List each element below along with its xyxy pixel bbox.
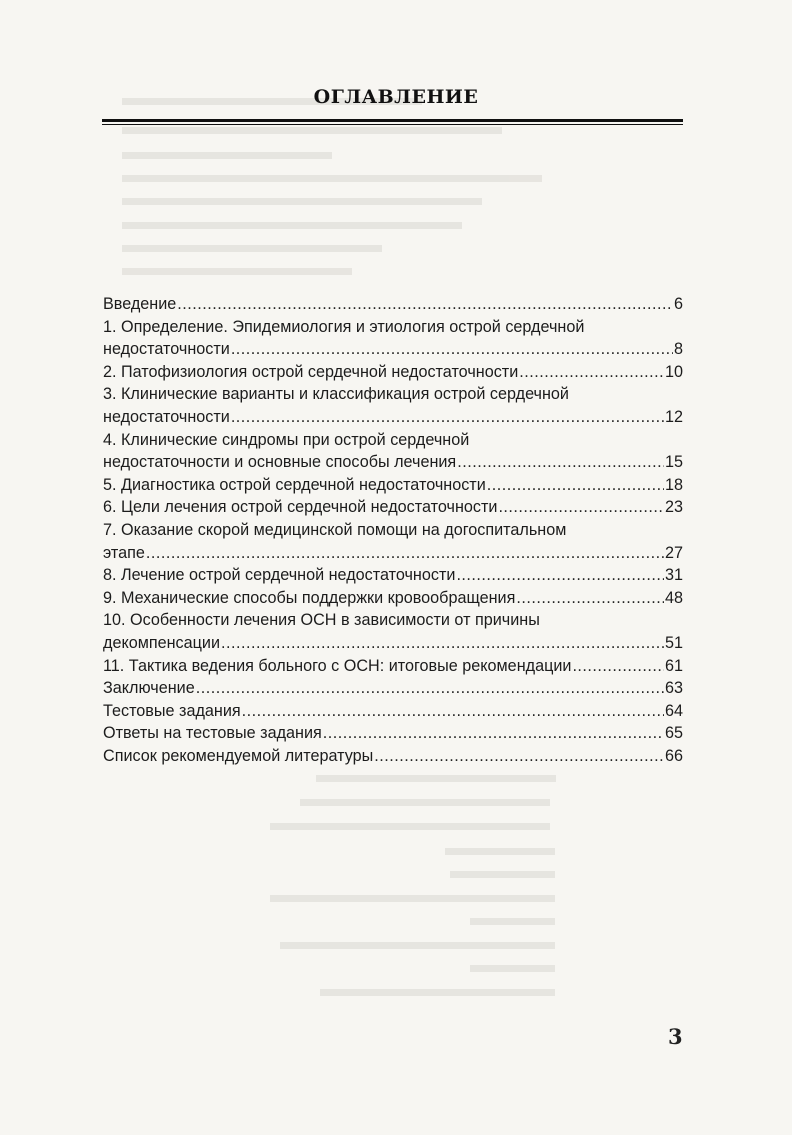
toc-leader-dots [323,722,664,745]
toc-leader-dots [231,338,673,361]
toc-page-number: 65 [664,724,683,743]
toc-entry-line [103,564,683,587]
toc-entry-title: 9. Механические способы поддержки кровообращения [103,588,516,607]
toc-entry-title: недостаточности [103,340,230,359]
toc-leader-dots [231,406,664,429]
toc-page-number: 31 [664,566,683,585]
toc-entry-title: недостаточности и основные способы лечения [103,453,457,472]
toc-entry[interactable] [103,316,683,361]
toc-page-number: 64 [664,701,683,720]
toc-entry-line [103,542,683,565]
toc-entry-line [103,609,683,632]
toc-entry-title: 5. Диагностика острой сердечной недостаточности [103,475,486,494]
toc-entry-title: Тестовые задания [103,701,241,720]
toc-page-number: 48 [664,588,683,607]
toc-page-number: 18 [664,475,683,494]
toc-entry[interactable] [103,383,683,428]
toc-entry-line [103,587,683,610]
toc-leader-dots [177,293,673,316]
toc-entry-title: Список рекомендуемой литературы [103,746,374,765]
toc-entry-line [103,474,683,497]
toc-entry-line [103,632,683,655]
toc-entry-title: 10. Особенности лечения ОСН в зависимости от причины [103,611,540,630]
toc-entry-title: 2. Патофизиология острой сердечной недостаточности [103,362,519,381]
toc-entry-line [103,383,683,406]
toc-entry-title: 6. Цели лечения острой сердечной недостаточности [103,498,498,517]
toc-entry[interactable] [103,609,683,654]
toc-leader-dots [457,451,664,474]
toc-entry-line [103,519,683,542]
toc-entry-title: Введение [103,295,177,313]
toc-entry-title: 11. Тактика ведения больного с ОСН: итоговые рекомендации [103,656,572,675]
toc-entry-line [103,293,683,316]
toc-entry[interactable] [103,293,683,316]
toc-entry[interactable] [103,722,683,745]
toc-leader-dots [519,361,664,384]
toc-entry-line [103,361,683,384]
toc-leader-dots [374,745,664,768]
toc-entry-title: 4. Клинические синдромы при острой сердечной [103,430,470,449]
title-rule-thick [102,119,683,122]
toc-leader-dots [487,474,664,497]
toc-entry-line [103,316,683,339]
toc-entry-title: недостаточности [103,407,230,426]
toc-entry-line [103,745,683,768]
toc-page-number: 12 [664,407,683,426]
toc-entry[interactable] [103,474,683,497]
toc-page-number: 15 [664,453,683,472]
toc-entry[interactable] [103,587,683,610]
toc-entry-line [103,722,683,745]
toc-leader-dots [572,655,664,678]
toc-page-number: 27 [664,543,683,562]
page-title: ОГЛАВЛЕНИЕ [313,86,479,108]
toc-entry-line [103,677,683,700]
toc-entry-title: декомпенсации [103,633,221,652]
toc-leader-dots [456,564,664,587]
toc-entry[interactable] [103,677,683,700]
toc-leader-dots [242,700,664,723]
toc-entry-line [103,451,683,474]
toc-entry[interactable] [103,700,683,723]
toc-entry-line [103,338,683,361]
toc-entry[interactable] [103,655,683,678]
toc-entry-line [103,496,683,519]
toc-entry-title: Ответы на тестовые задания [103,724,322,743]
title-rule-thin [102,124,683,125]
table-of-contents [103,293,683,767]
toc-leader-dots [146,542,664,565]
toc-entry-line [103,406,683,429]
toc-entry[interactable] [103,745,683,768]
toc-entry[interactable] [103,496,683,519]
toc-leader-dots [221,632,664,655]
toc-entry-title: 1. Определение. Эпидемиология и этиология острой сердечной [103,317,585,336]
toc-page-number: 8 [673,340,683,359]
toc-entry-title: этапе [103,543,145,562]
toc-entry[interactable] [103,361,683,384]
toc-entry-line [103,655,683,678]
toc-page-number: 10 [664,362,683,381]
toc-entry[interactable] [103,519,683,564]
toc-page-number: 6 [673,295,683,313]
toc-entry[interactable] [103,564,683,587]
toc-entry-line [103,700,683,723]
toc-page-number: 51 [664,633,683,652]
toc-leader-dots [196,677,664,700]
page-number: 3 [668,1024,683,1049]
toc-entry-title: 3. Клинические варианты и классификация острой сердечной [103,385,569,404]
toc-leader-dots [498,496,664,519]
toc-page-number: 61 [664,656,683,675]
toc-entry-title: Заключение [103,679,195,698]
toc-page-number: 63 [664,679,683,698]
toc-page-number: 66 [664,746,683,765]
toc-entry-title: 8. Лечение острой сердечной недостаточности [103,566,456,585]
toc-entry-title: 7. Оказание скорой медицинской помощи на догоспитальном [103,520,567,539]
toc-entry[interactable] [103,429,683,474]
toc-leader-dots [516,587,664,610]
toc-page-number: 23 [664,498,683,517]
toc-entry-line [103,429,683,452]
